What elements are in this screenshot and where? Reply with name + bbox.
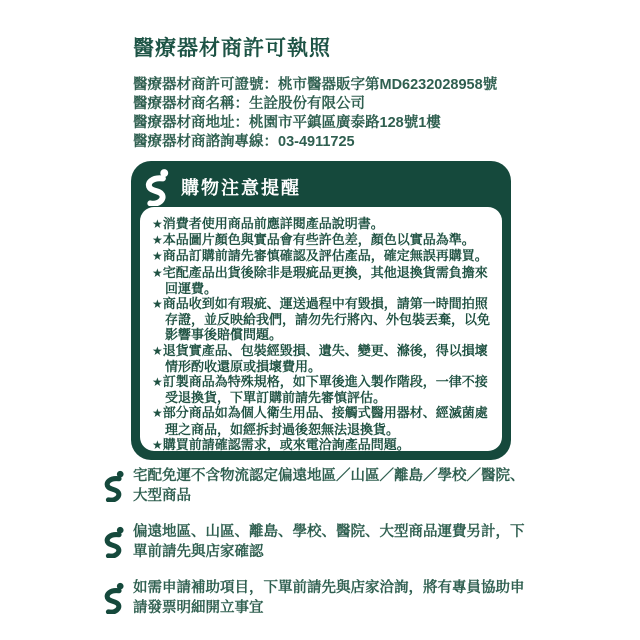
notice-list-item — [152, 437, 492, 451]
star-bullet: ★ — [152, 437, 163, 451]
notice-text: 宅配產品出貨後除非是瑕疵品更換，其他退換貨需負擔來回運費。 — [162, 264, 488, 296]
star-bullet: ★ — [152, 217, 163, 231]
footer-note — [103, 578, 533, 618]
notice-text: 商品訂購前請先審慎確認及評估產品，確定無誤再購買。 — [162, 248, 488, 264]
notice-text: 訂製商品為特殊規格，如下單後進入製作階段，一律不接受退換貨，下單訂購前請先審慎評估。 — [162, 374, 488, 406]
footer-note-text: 偏遠地區、山區、離島、學校、醫院、大型商品運費另計，下單前請先與店家確認 — [133, 524, 525, 560]
license-info-list — [133, 76, 523, 152]
footer-note-text: 如需申請補助項目，下單前請先與店家洽詢，將有專員協助申請發票明細開立事宜 — [133, 580, 525, 616]
notice-list-item — [152, 296, 492, 343]
star-bullet: ★ — [152, 375, 163, 390]
license-info-line: 醫療器材商名稱：生詮股份有限公司 — [133, 96, 365, 112]
brand-swirl-icon — [103, 526, 126, 558]
notice-text: 消費者使用商品前應詳閱產品說明書。 — [162, 216, 384, 231]
shopping-notice-panel — [131, 161, 511, 460]
notice-panel-title: 購物注意提醒 — [181, 178, 301, 198]
notice-text: 部分商品如為個人衛生用品、接觸式醫用器材、經滅菌處理之商品，如經拆封過後恕無法退換貨。 — [162, 405, 488, 437]
footer-note — [103, 466, 533, 506]
brand-swirl-icon — [103, 470, 126, 502]
star-bullet: ★ — [152, 265, 163, 280]
page-title: 醫療器材商許可執照 — [133, 37, 331, 60]
star-bullet: ★ — [152, 233, 163, 248]
notice-list-item — [152, 374, 492, 405]
notice-list-item — [152, 343, 492, 374]
notice-list-item — [152, 232, 492, 248]
license-info-line: 醫療器材商地址：桃園市平鎮區廣泰路128號1樓 — [133, 115, 441, 131]
notice-card — [140, 207, 502, 451]
license-info-line: 醫療器材商諮詢專線：03-4911725 — [133, 134, 355, 150]
footer-note-text: 宅配免運不含物流認定偏遠地區／山區／離島／學校／醫院、大型商品 — [133, 468, 525, 504]
notice-list — [152, 216, 492, 451]
notice-list-item — [152, 265, 492, 296]
footer-notes — [103, 466, 533, 634]
brand-swirl-icon — [144, 168, 171, 206]
notice-text: 本品圖片顏色與實品會有些許色差，顏色以實品為準。 — [162, 232, 475, 248]
notice-text: 購買前請確認需求，或來電洽詢產品問題。 — [162, 436, 410, 451]
notice-panel-header — [131, 161, 511, 207]
notice-text: 退貨實產品、包裝經毀損、遺失、變更、滌後，得以損壞情形酌收還原或損壞費用。 — [162, 342, 488, 374]
notice-list-item — [152, 216, 492, 232]
license-section — [133, 32, 523, 152]
star-bullet: ★ — [152, 297, 163, 312]
license-info-line: 醫療器材商許可證號：桃市醫器販字第MD6232028958號 — [133, 77, 498, 93]
notice-list-item — [152, 248, 492, 264]
notice-text: 商品收到如有瑕疵、運送過程中有毀損，請第一時間拍照存證，並反映給我們，請勿先行將內、外包裝丟棄，以免影響事後賠償問題。 — [162, 296, 491, 343]
star-bullet: ★ — [152, 249, 163, 264]
footer-note — [103, 522, 533, 562]
brand-swirl-icon — [103, 582, 126, 614]
star-bullet: ★ — [152, 343, 163, 358]
star-bullet: ★ — [152, 406, 163, 421]
notice-list-item — [152, 405, 492, 436]
